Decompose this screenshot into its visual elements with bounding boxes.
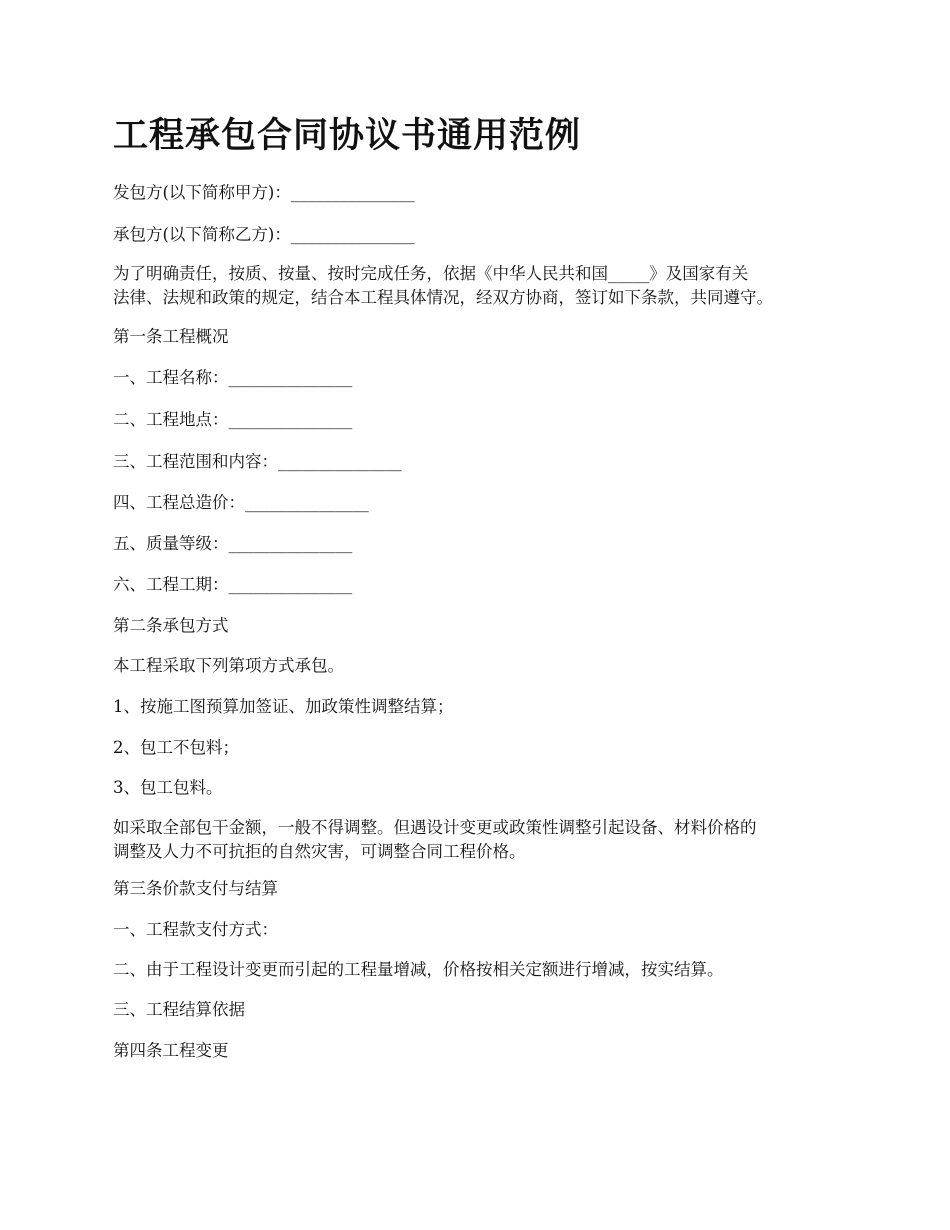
party-b-line: 承包方(以下简称乙方)：_______________ — [113, 225, 415, 244]
article1-item: 三、工程范围和内容：_______________ — [113, 452, 402, 471]
intro-paragraph — [113, 262, 853, 310]
article3-heading: 第三条价款支付与结算 — [113, 879, 278, 898]
note-line: 如采取全部包干金额，一般不得调整。但遇设计变更或政策性调整引起设备、材料价格的 — [113, 818, 757, 837]
article2-item: 1、按施工图预算加签证、加政策性调整结算； — [113, 697, 454, 716]
article4-heading: 第四条工程变更 — [113, 1041, 229, 1060]
article3-item: 三、工程结算依据 — [113, 1000, 245, 1019]
intro-line: 法律、法规和政策的规定，结合本工程具体情况，经双方协商，签订如下条款，共同遵守。 — [113, 288, 773, 307]
article1-item: 二、工程地点：_______________ — [113, 410, 353, 429]
article1-heading: 第一条工程概况 — [113, 327, 229, 346]
article3-item: 一、工程款支付方式： — [113, 920, 278, 939]
article1-item: 一、工程名称：_______________ — [113, 368, 353, 387]
article2-item: 2、包工不包料； — [113, 738, 239, 757]
article1-item: 四、工程总造价：_______________ — [113, 493, 369, 512]
article2-intro: 本工程采取下列第项方式承包。 — [113, 656, 344, 675]
document-title: 工程承包合同协议书通用范例 — [113, 115, 582, 156]
article3-item: 二、由于工程设计变更而引起的工程量增减，价格按相关定额进行增减，按实结算。 — [113, 960, 724, 979]
article1-item: 六、工程工期：_______________ — [113, 575, 353, 594]
article1-item: 五、质量等级：_______________ — [113, 534, 353, 553]
article2-item: 3、包工包料。 — [113, 778, 223, 797]
intro-line: 为了明确责任，按质、按量、按时完成任务，依据《中华人民共和国_____》及国家有关 — [113, 264, 749, 283]
article2-note — [113, 816, 853, 864]
article2-heading: 第二条承包方式 — [113, 616, 229, 635]
note-line: 调整及人力不可抗拒的自然灾害，可调整合同工程价格。 — [113, 842, 526, 861]
party-a-line: 发包方(以下简称甲方)：_______________ — [113, 183, 415, 202]
